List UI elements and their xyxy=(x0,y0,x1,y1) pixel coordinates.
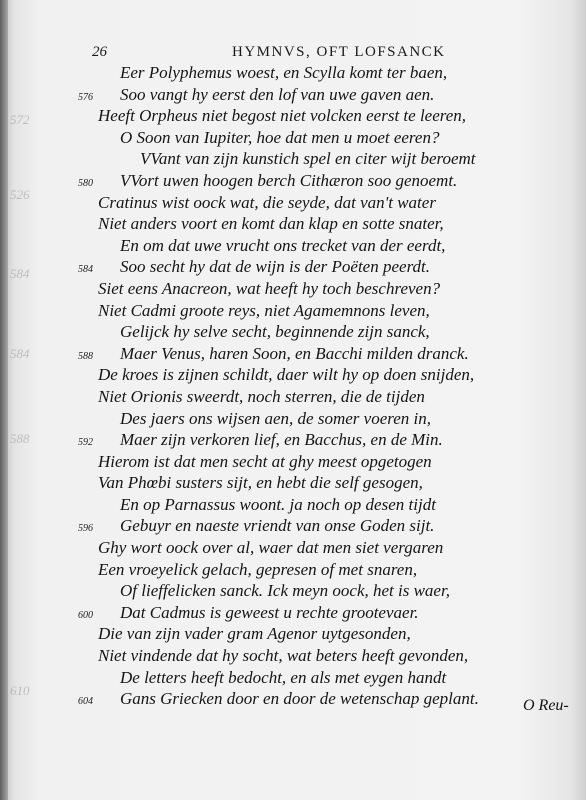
verse-line xyxy=(0,105,586,127)
verse-line xyxy=(0,84,586,106)
verse-line xyxy=(0,62,586,84)
line-number: 600 xyxy=(78,609,93,621)
verse-text: De letters heeft bedocht, en als met eygen handt xyxy=(120,667,447,687)
verse-line xyxy=(0,386,586,408)
verse-text: Des jaers ons wijsen aen, de somer voeren in, xyxy=(120,408,431,428)
show-through-number: 584 xyxy=(10,266,30,281)
verse-line xyxy=(0,170,586,192)
verse-text: Niet vindende dat hy socht, wat beters heeft gevonden, xyxy=(98,646,469,666)
verse-line xyxy=(0,213,586,235)
line-number: 596 xyxy=(78,523,93,535)
catchword: O Reu- xyxy=(523,697,569,714)
verse-line xyxy=(0,494,586,516)
verse-text: Soo secht hy dat de wijn is der Poëten peerdt. xyxy=(120,257,431,277)
verse-line xyxy=(0,343,586,365)
verse-text: Gelijck hy selve secht, beginnende zijn sanck, xyxy=(120,322,430,342)
verse-text: Niet Orionis sweerdt, noch sterren, die de tijden xyxy=(98,386,425,406)
verse-text: O Soon van Iupiter, hoe dat men u moet eeren? xyxy=(120,127,440,147)
verse-line xyxy=(0,429,586,451)
line-number: 576 xyxy=(78,91,93,103)
verse-text: Siet eens Anacreon, wat heeft hy toch beschreven? xyxy=(98,278,441,298)
verse-block xyxy=(0,62,586,710)
verse-line xyxy=(0,192,586,214)
verse-line xyxy=(0,256,586,278)
verse-text: En om dat uwe vrucht ons trecket van der eerdt, xyxy=(120,235,446,255)
verse-text: VVort uwen hoogen berch Cithæron soo genoemt. xyxy=(120,170,458,190)
show-through-number: 610 xyxy=(10,683,30,698)
verse-text: De kroes is zijnen schildt, daer wilt hy op doen snijden, xyxy=(98,365,475,385)
verse-text: Eer Polyphemus woest, en Scylla komt ter baen, xyxy=(120,63,448,82)
verse-text: Een vroeyelick gelach, gepresen of met snaren, xyxy=(98,559,418,579)
show-through-number: 588 xyxy=(10,431,30,446)
verse-line xyxy=(0,515,586,537)
verse-line xyxy=(0,364,586,386)
verse-line xyxy=(0,408,586,430)
verse-line xyxy=(0,537,586,559)
verse-text: Cratinus wist oock wat, die seyde, dat van't water xyxy=(98,192,436,212)
verse-text: Gebuyr en naeste vriendt van onse Goden sijt. xyxy=(120,516,435,536)
line-number: 604 xyxy=(78,696,93,708)
verse-line xyxy=(0,321,586,343)
show-through-number: 584 xyxy=(10,346,30,361)
verse-line xyxy=(0,602,586,624)
verse-text: Maer Venus, haren Soon, en Bacchi milden dranck. xyxy=(120,343,469,363)
line-number: 588 xyxy=(78,350,93,362)
verse-line xyxy=(0,645,586,667)
verse-line xyxy=(0,451,586,473)
verse-line xyxy=(0,688,586,710)
verse-text: Niet Cadmi groote reys, niet Agamemnons leven, xyxy=(98,300,430,320)
line-number: 580 xyxy=(78,177,93,189)
verse-line xyxy=(0,623,586,645)
verse-line xyxy=(0,472,586,494)
verse-text: Heeft Orpheus niet begost niet volcken eerst te leeren, xyxy=(98,106,467,126)
verse-line xyxy=(0,235,586,257)
verse-text: Ghy wort oock over al, waer dat men siet vergaren xyxy=(98,538,444,558)
verse-text: Gans Griecken door en door de wetenschap geplant. xyxy=(120,689,479,709)
verse-line xyxy=(0,127,586,149)
verse-text: Dat Cadmus is geweest u rechte grootevaer. xyxy=(120,602,419,622)
verse-text: Niet anders voort en komt dan klap en sotte snater, xyxy=(98,214,444,234)
verse-text: VVant van zijn kunstich spel en citer wijt beroemt xyxy=(140,149,476,169)
verse-text: Maer zijn verkoren lief, en Bacchus, en de Min. xyxy=(120,430,443,450)
page-number: 26 xyxy=(92,44,107,60)
verse-line xyxy=(0,278,586,300)
running-title: HYMNVS, OFT LOFSANCK xyxy=(232,44,446,60)
verse-line xyxy=(0,667,586,689)
show-through-number: 572 xyxy=(10,112,30,127)
page-header xyxy=(92,44,552,64)
verse-line xyxy=(0,300,586,322)
line-number: 584 xyxy=(78,264,93,276)
show-through-number: 526 xyxy=(10,187,30,202)
verse-text: En op Parnassus woont. ja noch op desen tijdt xyxy=(120,494,436,514)
verse-text: Of lieffelicken sanck. Ick meyn oock, het is waer, xyxy=(120,581,450,601)
line-number: 592 xyxy=(78,437,93,449)
verse-line xyxy=(0,148,586,170)
verse-text: Soo vangt hy eerst den lof van uwe gaven aen. xyxy=(120,84,435,104)
verse-text: Hierom ist dat men secht at ghy meest opgetogen xyxy=(98,451,432,471)
verse-text: Van Phœbi susters sijt, en hebt die self gesogen, xyxy=(98,473,423,493)
verse-text: Die van zijn vader gram Agenor uytgesonden, xyxy=(98,624,411,644)
verse-line xyxy=(0,580,586,602)
verse-line xyxy=(0,559,586,581)
